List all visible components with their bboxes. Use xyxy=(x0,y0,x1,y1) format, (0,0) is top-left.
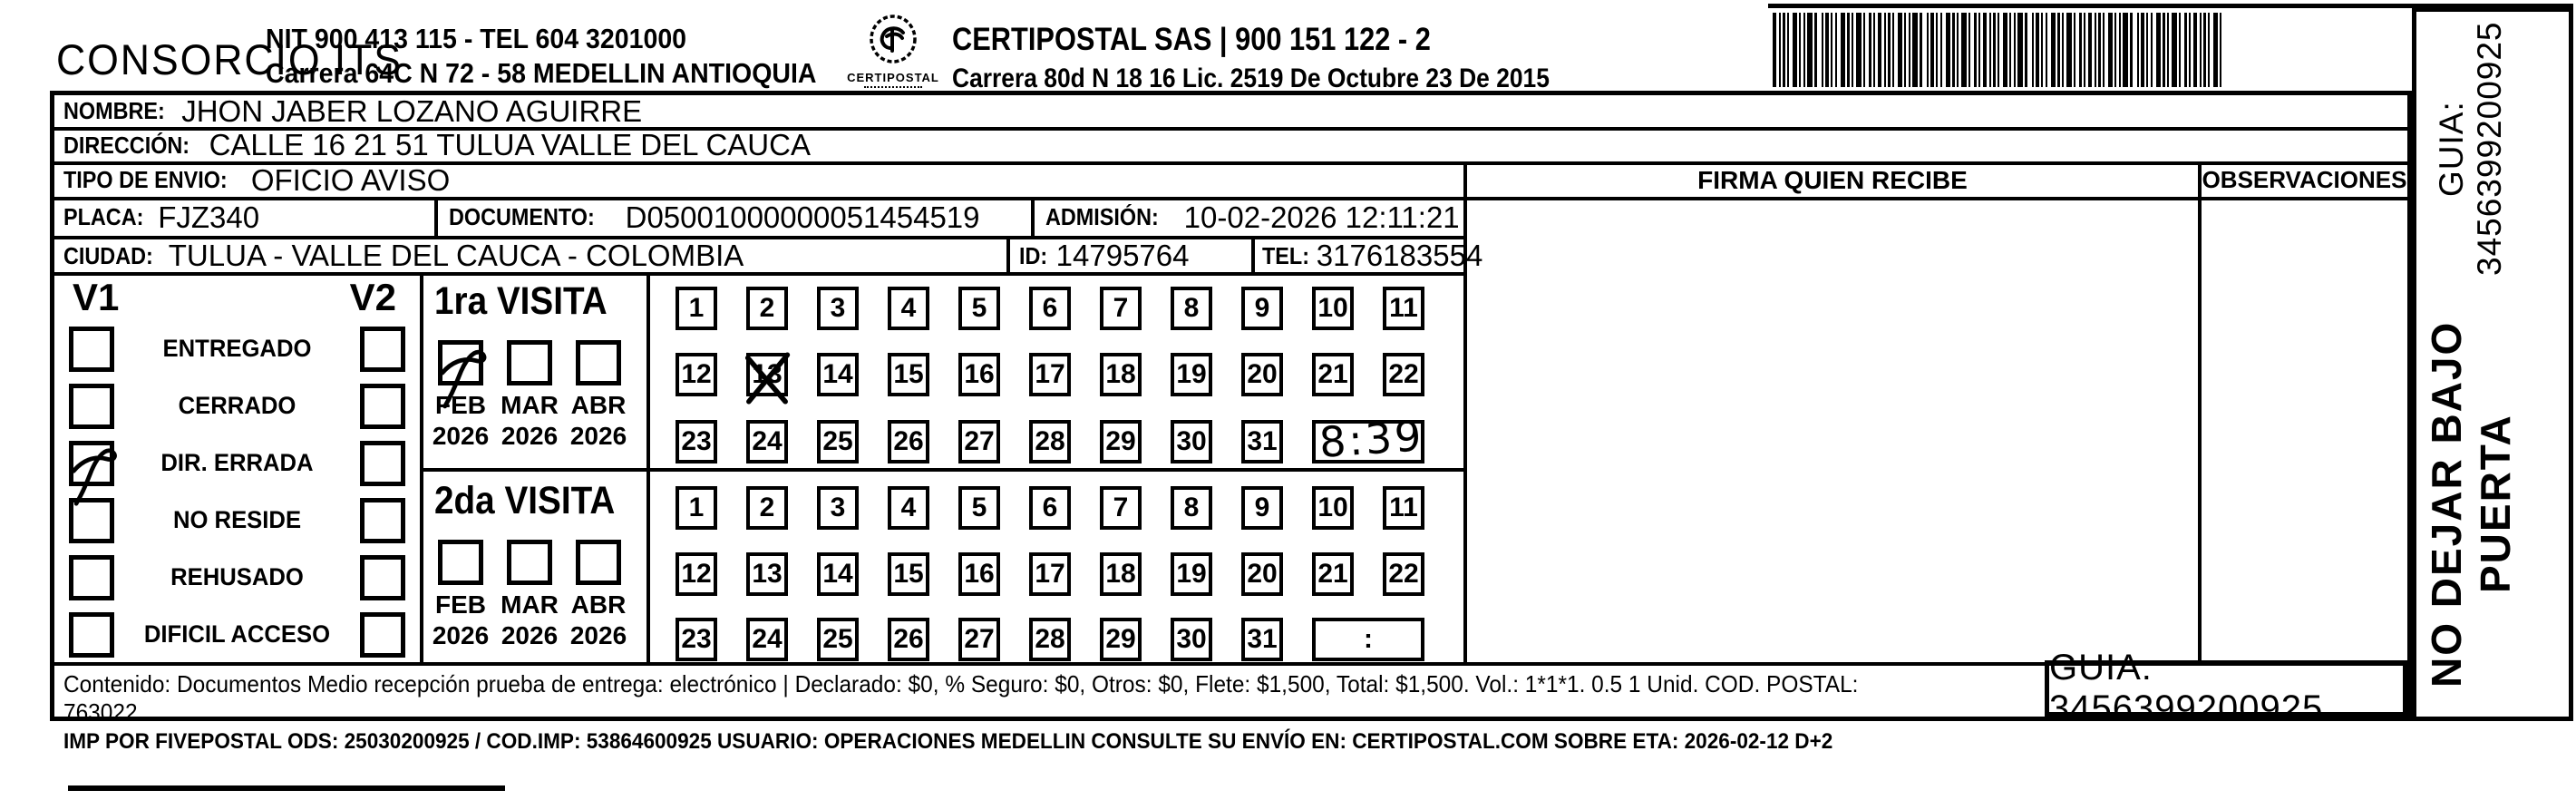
second-month-feb xyxy=(432,540,490,650)
v1-checkbox-no-reside xyxy=(69,498,114,543)
month-year: 2026 xyxy=(432,621,490,649)
second-visit-label-col xyxy=(423,472,646,668)
status-row-dificil-acceso xyxy=(69,610,405,659)
first-visit-day-8: 8 xyxy=(1171,287,1212,330)
second-visit-day-27: 27 xyxy=(958,618,1000,661)
first-visit-day-20: 20 xyxy=(1241,353,1283,396)
first-month-checkbox-abr xyxy=(576,340,621,385)
admision-label: ADMISIÓN: xyxy=(1045,203,1159,230)
status-rows xyxy=(54,319,420,659)
second-month-checkbox-feb xyxy=(438,540,483,585)
month-name: FEB xyxy=(435,590,486,619)
second-visit-day-23: 23 xyxy=(676,618,717,661)
status-option-label: REHUSADO xyxy=(170,563,304,590)
first-visit-title: 1ra VISITA xyxy=(434,279,608,323)
guia-number-box: GUIA: 3456399200925 xyxy=(2045,660,2407,717)
documento-cell xyxy=(438,199,1031,236)
second-visit-day-15: 15 xyxy=(888,552,929,596)
footer-line1: Contenido: Documentos Medio recepción prueba de entrega: electrónico | Declarado: $0, % Seguro: $0, Otros: $0, Flete: $1,500, Total: $1,500. Vol.: 1*1*1. 0.5 1 Unid. COD. POSTAL: 763022 xyxy=(63,670,1859,726)
observaciones-column-header: OBSERVACIONES xyxy=(2202,166,2407,193)
month-name: ABR xyxy=(570,391,627,419)
second-visit-day-14: 14 xyxy=(817,552,859,596)
first-visit-day-31: 31 xyxy=(1241,420,1283,463)
first-visit-day-1: 1 xyxy=(676,287,717,330)
direccion-label: DIRECCIÓN: xyxy=(63,131,190,159)
ciudad-cell xyxy=(54,238,1006,274)
second-visit-time-box xyxy=(1312,618,1424,661)
company-nit-line: NIT 900 413 115 - TEL 604 3201000 xyxy=(266,23,687,54)
footer-line2: IMP POR FIVEPOSTAL ODS: 25030200925 / COD.IMP: 53864600925 USUARIO: OPERACIONES MEDELLIN CONSULTE SU ENVÍO EN: CERTIPOSTAL.COM SOBRE ETA: 2026-02-12 D+2 xyxy=(63,729,1833,754)
side-guia-number: GUIA: 3456399200925 xyxy=(2433,21,2508,277)
tipo-envio-value: OFICIO AVISO xyxy=(250,162,451,197)
carrier-address-line: Carrera 80d N 18 16 Lic. 2519 De Octubre 23 De 2015 xyxy=(952,63,1550,93)
second-visit-title: 2da VISITA xyxy=(434,479,616,522)
tipo-envio-label: TIPO DE ENVIO: xyxy=(63,166,228,193)
second-visit-day-25: 25 xyxy=(817,618,859,661)
status-row-cerrado xyxy=(69,382,405,430)
first-visit-day-3: 3 xyxy=(817,287,859,330)
v1-label: V1 xyxy=(73,276,120,318)
company-address-line: Carrera 64C N 72 - 58 MEDELLIN ANTIOQUIA xyxy=(266,57,817,89)
v2-checkbox-dir-errada xyxy=(360,441,405,486)
second-visit-day-18: 18 xyxy=(1100,552,1142,596)
first-visit-day-29: 29 xyxy=(1100,420,1142,463)
second-visit-day-4: 4 xyxy=(888,486,929,530)
second-visit-day-8: 8 xyxy=(1171,486,1212,530)
first-visit-day-16: 16 xyxy=(958,353,1000,396)
first-visit-day-24: 24 xyxy=(746,420,788,463)
second-visit-day-21: 21 xyxy=(1312,552,1354,596)
time-colon: : xyxy=(1364,624,1373,655)
v1-checkbox-cerrado xyxy=(69,384,114,429)
company-name: CONSORCIO ITS xyxy=(56,35,403,83)
tel-cell xyxy=(1255,238,1483,274)
id-value: 14795764 xyxy=(1055,239,1190,272)
first-visit-day-27: 27 xyxy=(958,420,1000,463)
second-visit-day-17: 17 xyxy=(1029,552,1071,596)
first-visit-day-25: 25 xyxy=(817,420,859,463)
tipo-envio-cell xyxy=(54,163,1463,197)
second-visit-day-31: 31 xyxy=(1241,618,1283,661)
first-visit-day-14: 14 xyxy=(817,353,859,396)
first-month-mar xyxy=(501,340,559,451)
second-visit-months xyxy=(434,540,646,650)
carrier-name-line: CERTIPOSTAL SAS | 900 151 122 - 2 xyxy=(952,22,1431,57)
v2-label: V2 xyxy=(349,276,396,318)
status-row-entregado xyxy=(69,325,405,373)
first-visit-day-18: 18 xyxy=(1100,353,1142,396)
observaciones-area xyxy=(2202,200,2407,662)
first-visit-months xyxy=(434,340,646,451)
first-visit-day-22: 22 xyxy=(1383,353,1424,396)
id-cell xyxy=(1010,238,1251,274)
barcode xyxy=(1773,13,2226,87)
first-visit-day-23: 23 xyxy=(676,420,717,463)
second-visit-day-24: 24 xyxy=(746,618,788,661)
v1-checkbox-dificil-acceso xyxy=(69,612,114,658)
status-option-label: DIR. ERRADA xyxy=(160,449,314,476)
certipostal-logo xyxy=(843,15,943,89)
second-month-abr xyxy=(569,540,627,650)
first-month-checkbox-mar xyxy=(507,340,552,385)
first-visit-day-11: 11 xyxy=(1383,287,1424,330)
nombre-label: NOMBRE: xyxy=(63,97,165,124)
status-option-label: ENTREGADO xyxy=(162,335,312,362)
nombre-value: JHON JABER LOZANO AGUIRRE xyxy=(181,93,643,128)
status-row-no-reside xyxy=(69,496,405,544)
logo-caption: CERTIPOSTAL xyxy=(847,71,939,84)
certipostal-logo-icon xyxy=(867,15,919,65)
status-option-label: CERRADO xyxy=(178,392,296,419)
status-section xyxy=(54,272,420,666)
second-month-checkbox-mar xyxy=(507,540,552,585)
placa-value: FJZ340 xyxy=(158,200,260,234)
v2-checkbox-entregado xyxy=(360,327,405,372)
status-row-rehusado xyxy=(69,553,405,601)
direccion-row xyxy=(54,129,2407,161)
second-month-mar xyxy=(501,540,559,650)
first-visit-day-13: 13 xyxy=(746,353,788,396)
second-visit-day-19: 19 xyxy=(1171,552,1212,596)
v2-checkbox-cerrado xyxy=(360,384,405,429)
carrier-info xyxy=(952,22,1550,94)
first-month-checkbox-feb xyxy=(438,340,483,385)
first-visit-day-30: 30 xyxy=(1171,420,1212,463)
first-visit-day-grid xyxy=(650,272,1463,468)
placa-label: PLACA: xyxy=(63,203,144,230)
month-year: 2026 xyxy=(569,621,627,649)
first-visit-day-7: 7 xyxy=(1100,287,1142,330)
second-visit-day-16: 16 xyxy=(958,552,1000,596)
second-visit-day-20: 20 xyxy=(1241,552,1283,596)
first-visit-day-15: 15 xyxy=(888,353,929,396)
second-visit-day-7: 7 xyxy=(1100,486,1142,530)
admision-cell xyxy=(1035,199,1463,236)
status-row-dir-errada xyxy=(69,439,405,487)
status-option-label: NO RESIDE xyxy=(172,506,302,533)
second-visit-day-grid xyxy=(650,472,1463,666)
second-visit-day-6: 6 xyxy=(1029,486,1071,530)
nombre-row xyxy=(54,95,2407,127)
second-visit-day-11: 11 xyxy=(1383,486,1424,530)
tel-value: 3176183554 xyxy=(1316,239,1483,272)
status-option-label: DIFICIL ACCESO xyxy=(143,620,331,648)
month-name: MAR xyxy=(501,590,559,619)
id-label: ID: xyxy=(1019,241,1048,269)
first-visit-day-2: 2 xyxy=(746,287,788,330)
second-visit-day-9: 9 xyxy=(1241,486,1283,530)
first-visit-day-6: 6 xyxy=(1029,287,1071,330)
first-visit-day-26: 26 xyxy=(888,420,929,463)
documento-value: D05001000000051454519 xyxy=(625,200,980,234)
second-visit-day-30: 30 xyxy=(1171,618,1212,661)
second-visit-day-1: 1 xyxy=(676,486,717,530)
first-visit-time-box xyxy=(1312,410,1426,467)
month-year: 2026 xyxy=(501,621,559,649)
v2-checkbox-no-reside xyxy=(360,498,405,543)
month-name: FEB xyxy=(435,391,486,419)
first-visit-day-17: 17 xyxy=(1029,353,1071,396)
second-visit-day-3: 3 xyxy=(817,486,859,530)
second-visit-day-28: 28 xyxy=(1029,618,1071,661)
first-visit-day-4: 4 xyxy=(888,287,929,330)
signature-area xyxy=(1467,200,2198,662)
month-year: 2026 xyxy=(569,422,627,450)
placa-cell xyxy=(54,199,434,236)
v2-checkbox-rehusado xyxy=(360,555,405,600)
first-visit-day-28: 28 xyxy=(1029,420,1071,463)
documento-label: DOCUMENTO: xyxy=(449,203,595,230)
second-visit-day-5: 5 xyxy=(958,486,1000,530)
month-year: 2026 xyxy=(501,422,559,450)
side-rotated-text xyxy=(2422,12,2520,717)
second-visit-day-12: 12 xyxy=(676,552,717,596)
second-visit-day-29: 29 xyxy=(1100,618,1142,661)
second-visit-day-26: 26 xyxy=(888,618,929,661)
v1-checkbox-entregado xyxy=(69,327,114,372)
admision-value: 10-02-2026 12:11:21 xyxy=(1183,200,1460,234)
label-form xyxy=(50,91,2412,754)
ciudad-value: TULUA - VALLE DEL CAUCA - COLOMBIA xyxy=(168,239,744,272)
scan-artifact-line xyxy=(68,785,505,791)
footer-text xyxy=(54,666,2004,754)
first-visit-day-12: 12 xyxy=(676,353,717,396)
company-info xyxy=(266,22,817,91)
first-visit-day-19: 19 xyxy=(1171,353,1212,396)
v1-checkbox-dir-errada xyxy=(69,441,114,486)
first-visit-day-10: 10 xyxy=(1312,287,1354,330)
second-visit-day-10: 10 xyxy=(1312,486,1354,530)
month-name: MAR xyxy=(501,391,559,419)
status-head xyxy=(54,272,420,319)
second-month-checkbox-abr xyxy=(576,540,621,585)
second-visit-day-22: 22 xyxy=(1383,552,1424,596)
handwritten-x-mark xyxy=(744,353,790,404)
month-year: 2026 xyxy=(432,422,490,450)
handwritten-time: 8:39 xyxy=(1317,410,1426,467)
firma-column-header: FIRMA QUIEN RECIBE xyxy=(1697,165,1968,194)
v1-checkbox-rehusado xyxy=(69,555,114,600)
v2-checkbox-dificil-acceso xyxy=(360,612,405,658)
second-visit-day-2: 2 xyxy=(746,486,788,530)
second-visit-day-13: 13 xyxy=(746,552,788,596)
first-visit-day-21: 21 xyxy=(1312,353,1354,396)
month-name: ABR xyxy=(570,590,627,619)
no-dejar-bajo-puerta-text: NO DEJAR BAJO PUERTA xyxy=(2423,320,2519,688)
tel-label: TEL: xyxy=(1262,241,1309,269)
side-strip xyxy=(2412,7,2573,721)
logo-subline xyxy=(864,86,922,89)
first-visit-day-9: 9 xyxy=(1241,287,1283,330)
first-visit-label-col xyxy=(423,272,646,469)
first-month-feb xyxy=(432,340,490,451)
ciudad-label: CIUDAD: xyxy=(63,241,153,269)
direccion-value: CALLE 16 21 51 TULUA VALLE DEL CAUCA xyxy=(209,128,811,161)
first-visit-day-5: 5 xyxy=(958,287,1000,330)
barcode-image xyxy=(1773,13,2226,87)
first-month-abr xyxy=(569,340,627,451)
